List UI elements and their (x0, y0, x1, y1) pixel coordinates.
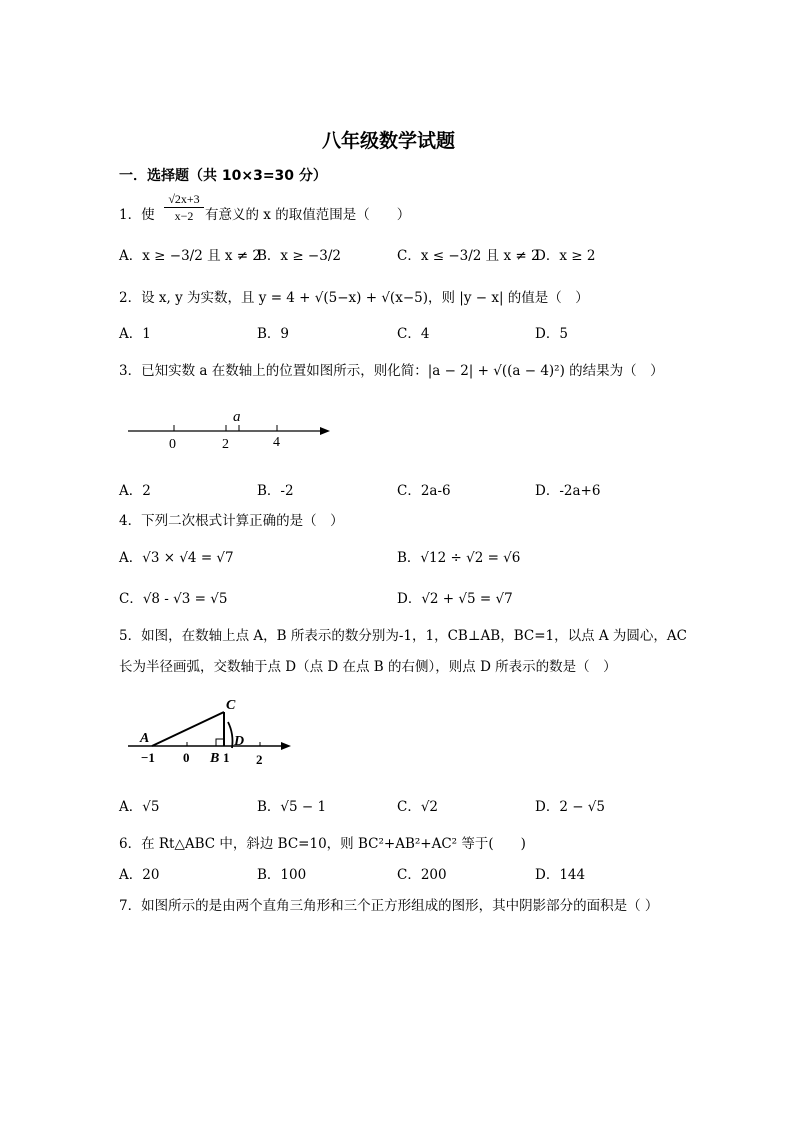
q3-option-a[interactable]: A．2 (119, 483, 151, 499)
section-heading: 一．选择题（共 10×3=30 分） (119, 168, 327, 184)
q1-option-b[interactable]: B．x ≥ −3/2 (257, 248, 341, 264)
q1-fraction (164, 191, 204, 224)
q3-label-2: 2 (222, 437, 229, 452)
q5-label-1: 1 (223, 750, 230, 765)
q1-stem-head (119, 203, 155, 223)
q5-segment-ac (152, 712, 224, 746)
q4-option-c[interactable]: C．√8 - √3 = √5 (119, 591, 228, 607)
q1-option-c[interactable]: C．x ≤ −3/2 且 x ≠ 2 (397, 248, 540, 264)
q6-option-a[interactable]: A．20 (119, 867, 160, 883)
q5-option-c[interactable]: C．√2 (397, 799, 439, 815)
q2-option-d[interactable]: D．5 (535, 326, 568, 342)
q5-geometry-figure (124, 692, 296, 768)
q3-number-line-figure (124, 404, 336, 452)
q1-option-d[interactable]: D．x ≥ 2 (535, 248, 596, 264)
q3-label-a: a (233, 409, 241, 425)
q6-option-d[interactable]: D．144 (535, 867, 586, 883)
q5-arc (228, 722, 233, 748)
q5-label-2: 2 (256, 752, 263, 767)
q5-label-b: B (210, 751, 220, 766)
q5-label-minus1: −1 (141, 750, 155, 765)
q3-option-c[interactable]: C．2a-6 (397, 483, 451, 499)
q5-label-a: A (140, 731, 150, 746)
q1-frac-denominator: x−2 (174, 209, 194, 223)
q1-option-a[interactable]: A．x ≥ −3/2 且 x ≠ 2 (119, 248, 261, 264)
q1-stem-tail: 有意义的 x 的取值范围是（ ） (205, 207, 411, 223)
q5-option-a[interactable]: A．√5 (119, 799, 160, 815)
q5-label-c: C (226, 698, 236, 713)
q1-frac-numerator: √2x+3 (164, 191, 204, 208)
page-title: 八年级数学试题 (322, 130, 456, 152)
q3-option-d[interactable]: D．-2a+6 (535, 483, 601, 499)
q5-stem-line2: 长为半径画弧，交数轴于点 D（点 D 在点 B 的右侧），则点 D 所表示的数是（ ） (119, 659, 617, 675)
q6-option-b[interactable]: B．100 (257, 867, 307, 883)
q5-label-d: D (234, 734, 245, 749)
q2-option-c[interactable]: C．4 (397, 326, 430, 342)
q5-right-angle-mark (216, 739, 224, 746)
q7-stem: 7．如图所示的是由两个直角三角形和三个正方形组成的图形，其中阴影部分的面积是（ ） (119, 898, 659, 914)
q3-stem: 3．已知实数 a 在数轴上的位置如图所示，则化简：|a − 2| + √((a − 4)²) 的结果为（ ） (119, 363, 664, 379)
q6-stem: 6．在 Rt△ABC 中，斜边 BC=10，则 BC²+AB²+AC² 等于( ) (119, 836, 526, 852)
q4-stem: 4．下列二次根式计算正确的是（ ） (119, 513, 344, 529)
q2-option-a[interactable]: A．1 (119, 326, 151, 342)
q1-stem: 1．使 (119, 207, 155, 223)
q3-label-0: 0 (169, 437, 176, 452)
q3-label-4: 4 (273, 435, 280, 450)
q2-option-b[interactable]: B．9 (257, 326, 290, 342)
q5-label-0: 0 (183, 750, 190, 765)
q6-option-c[interactable]: C．200 (397, 867, 447, 883)
q4-option-a[interactable]: A．√3 × √4 = √7 (119, 550, 234, 566)
q5-option-b[interactable]: B．√5 − 1 (257, 799, 327, 815)
q5-option-d[interactable]: D．2 − √5 (535, 799, 605, 815)
q3-option-b[interactable]: B．-2 (257, 483, 294, 499)
q5-stem-line1: 5．如图，在数轴上点 A，B 所表示的数分别为-1，1，CB⊥AB，BC=1，以点 A 为圆心，AC (119, 628, 688, 644)
q2-stem: 2．设 x, y 为实数，且 y = 4 + √(5−x) + √(x−5)，则 |y − x| 的值是（ ） (119, 290, 589, 306)
q4-option-b[interactable]: B．√12 ÷ √2 = √6 (397, 550, 521, 566)
q3-axis-arrow (320, 427, 330, 435)
q4-option-d[interactable]: D．√2 + √5 = √7 (397, 591, 513, 607)
q5-axis-arrow (281, 742, 291, 750)
